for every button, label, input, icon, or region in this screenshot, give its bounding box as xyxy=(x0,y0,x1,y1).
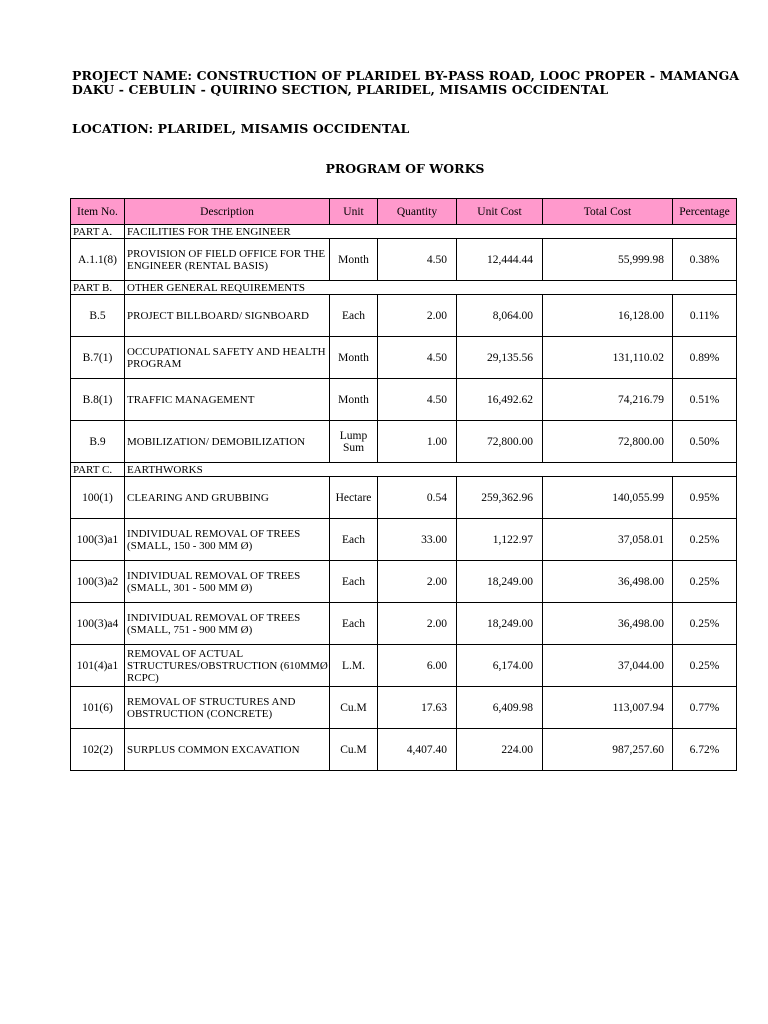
item-total-cost: 36,498.00 xyxy=(543,603,673,645)
item-description: CLEARING AND GRUBBING xyxy=(125,477,330,519)
item-unit-cost: 1,122.97 xyxy=(457,519,543,561)
item-number: 101(6) xyxy=(71,687,125,729)
table-row xyxy=(71,729,737,771)
header-item-no: Item No. xyxy=(71,199,125,225)
item-quantity: 33.00 xyxy=(378,519,457,561)
item-total-cost: 36,498.00 xyxy=(543,561,673,603)
item-quantity: 2.00 xyxy=(378,295,457,337)
table-header-row xyxy=(71,199,737,225)
item-unit: Each xyxy=(330,295,378,337)
header-unit-cost: Unit Cost xyxy=(457,199,543,225)
item-quantity: 2.00 xyxy=(378,603,457,645)
item-total-cost: 37,044.00 xyxy=(543,645,673,687)
item-percentage: 0.77% xyxy=(673,687,737,729)
table-row xyxy=(71,477,737,519)
item-unit: L.M. xyxy=(330,645,378,687)
item-total-cost: 74,216.79 xyxy=(543,379,673,421)
item-unit: Each xyxy=(330,603,378,645)
table-body xyxy=(71,225,737,771)
table-row xyxy=(71,379,737,421)
item-unit: Month xyxy=(330,239,378,281)
item-description: INDIVIDUAL REMOVAL OF TREES (SMALL, 301 - 500 MM Ø) xyxy=(125,561,330,603)
item-unit-cost: 16,492.62 xyxy=(457,379,543,421)
header-quantity: Quantity xyxy=(378,199,457,225)
item-quantity: 4.50 xyxy=(378,239,457,281)
item-percentage: 0.95% xyxy=(673,477,737,519)
part-number: PART B. xyxy=(71,281,125,295)
item-unit: Cu.M xyxy=(330,687,378,729)
item-unit: Month xyxy=(330,337,378,379)
item-quantity: 0.54 xyxy=(378,477,457,519)
item-unit: Each xyxy=(330,519,378,561)
item-total-cost: 55,999.98 xyxy=(543,239,673,281)
item-quantity: 2.00 xyxy=(378,561,457,603)
part-number: PART C. xyxy=(71,463,125,477)
item-description: PROVISION OF FIELD OFFICE FOR THE ENGINEER (RENTAL BASIS) xyxy=(125,239,330,281)
item-percentage: 0.51% xyxy=(673,379,737,421)
item-unit: Hectare xyxy=(330,477,378,519)
header-description: Description xyxy=(125,199,330,225)
item-description: INDIVIDUAL REMOVAL OF TREES (SMALL, 150 - 300 MM Ø) xyxy=(125,519,330,561)
project-name-line-1: PROJECT NAME: CONSTRUCTION OF PLARIDEL BY-PASS ROAD, LOOC PROPER - MAMANGA xyxy=(72,68,740,83)
item-number: 102(2) xyxy=(71,729,125,771)
item-percentage: 0.11% xyxy=(673,295,737,337)
item-total-cost: 131,110.02 xyxy=(543,337,673,379)
table-row xyxy=(71,239,737,281)
part-title: FACILITIES FOR THE ENGINEER xyxy=(125,225,737,239)
part-heading-row xyxy=(71,225,737,239)
item-number: A.1.1(8) xyxy=(71,239,125,281)
item-quantity: 4.50 xyxy=(378,337,457,379)
item-unit-cost: 224.00 xyxy=(457,729,543,771)
table-row xyxy=(71,337,737,379)
program-of-works-table xyxy=(70,198,737,771)
table-row xyxy=(71,645,737,687)
table-row xyxy=(71,561,737,603)
item-description: OCCUPATIONAL SAFETY AND HEALTH PROGRAM xyxy=(125,337,330,379)
project-name-line-2: DAKU - CEBULIN - QUIRINO SECTION, PLARIDEL, MISAMIS OCCIDENTAL xyxy=(72,82,609,97)
item-percentage: 0.50% xyxy=(673,421,737,463)
part-title: EARTHWORKS xyxy=(125,463,737,477)
item-unit-cost: 29,135.56 xyxy=(457,337,543,379)
item-description: TRAFFIC MANAGEMENT xyxy=(125,379,330,421)
table-row xyxy=(71,519,737,561)
item-unit-cost: 12,444.44 xyxy=(457,239,543,281)
document-title: PROGRAM OF WORKS xyxy=(325,161,485,176)
item-percentage: 6.72% xyxy=(673,729,737,771)
item-quantity: 17.63 xyxy=(378,687,457,729)
item-number: 100(3)a4 xyxy=(71,603,125,645)
part-heading-row xyxy=(71,281,737,295)
item-description: MOBILIZATION/ DEMOBILIZATION xyxy=(125,421,330,463)
item-unit: Each xyxy=(330,561,378,603)
item-description: SURPLUS COMMON EXCAVATION xyxy=(125,729,330,771)
item-quantity: 4.50 xyxy=(378,379,457,421)
item-total-cost: 113,007.94 xyxy=(543,687,673,729)
item-unit-cost: 8,064.00 xyxy=(457,295,543,337)
header-unit: Unit xyxy=(330,199,378,225)
item-percentage: 0.25% xyxy=(673,519,737,561)
table-row xyxy=(71,687,737,729)
item-quantity: 4,407.40 xyxy=(378,729,457,771)
item-number: B.8(1) xyxy=(71,379,125,421)
table-row xyxy=(71,295,737,337)
item-description: REMOVAL OF ACTUAL STRUCTURES/OBSTRUCTION (610MMØ RCPC) xyxy=(125,645,330,687)
item-number: 101(4)a1 xyxy=(71,645,125,687)
item-unit-cost: 6,174.00 xyxy=(457,645,543,687)
item-number: B.7(1) xyxy=(71,337,125,379)
item-percentage: 0.25% xyxy=(673,603,737,645)
item-unit: Month xyxy=(330,379,378,421)
location-line: LOCATION: PLARIDEL, MISAMIS OCCIDENTAL xyxy=(72,121,410,136)
header-total-cost: Total Cost xyxy=(543,199,673,225)
part-title: OTHER GENERAL REQUIREMENTS xyxy=(125,281,737,295)
item-number: B.5 xyxy=(71,295,125,337)
item-unit: Cu.M xyxy=(330,729,378,771)
part-heading-row xyxy=(71,463,737,477)
item-unit-cost: 6,409.98 xyxy=(457,687,543,729)
item-percentage: 0.25% xyxy=(673,645,737,687)
item-unit-cost: 259,362.96 xyxy=(457,477,543,519)
item-quantity: 6.00 xyxy=(378,645,457,687)
item-description: PROJECT BILLBOARD/ SIGNBOARD xyxy=(125,295,330,337)
item-percentage: 0.89% xyxy=(673,337,737,379)
item-number: B.9 xyxy=(71,421,125,463)
header-percentage: Percentage xyxy=(673,199,737,225)
item-unit-cost: 18,249.00 xyxy=(457,561,543,603)
item-total-cost: 72,800.00 xyxy=(543,421,673,463)
item-number: 100(3)a1 xyxy=(71,519,125,561)
item-unit-cost: 18,249.00 xyxy=(457,603,543,645)
table-row xyxy=(71,421,737,463)
table-row xyxy=(71,603,737,645)
item-total-cost: 37,058.01 xyxy=(543,519,673,561)
item-unit-cost: 72,800.00 xyxy=(457,421,543,463)
part-number: PART A. xyxy=(71,225,125,239)
item-total-cost: 16,128.00 xyxy=(543,295,673,337)
item-quantity: 1.00 xyxy=(378,421,457,463)
item-description: INDIVIDUAL REMOVAL OF TREES (SMALL, 751 - 900 MM Ø) xyxy=(125,603,330,645)
item-percentage: 0.38% xyxy=(673,239,737,281)
item-percentage: 0.25% xyxy=(673,561,737,603)
item-unit: Lump Sum xyxy=(330,421,378,463)
item-number: 100(3)a2 xyxy=(71,561,125,603)
item-total-cost: 987,257.60 xyxy=(543,729,673,771)
item-total-cost: 140,055.99 xyxy=(543,477,673,519)
item-description: REMOVAL OF STRUCTURES AND OBSTRUCTION (CONCRETE) xyxy=(125,687,330,729)
item-number: 100(1) xyxy=(71,477,125,519)
